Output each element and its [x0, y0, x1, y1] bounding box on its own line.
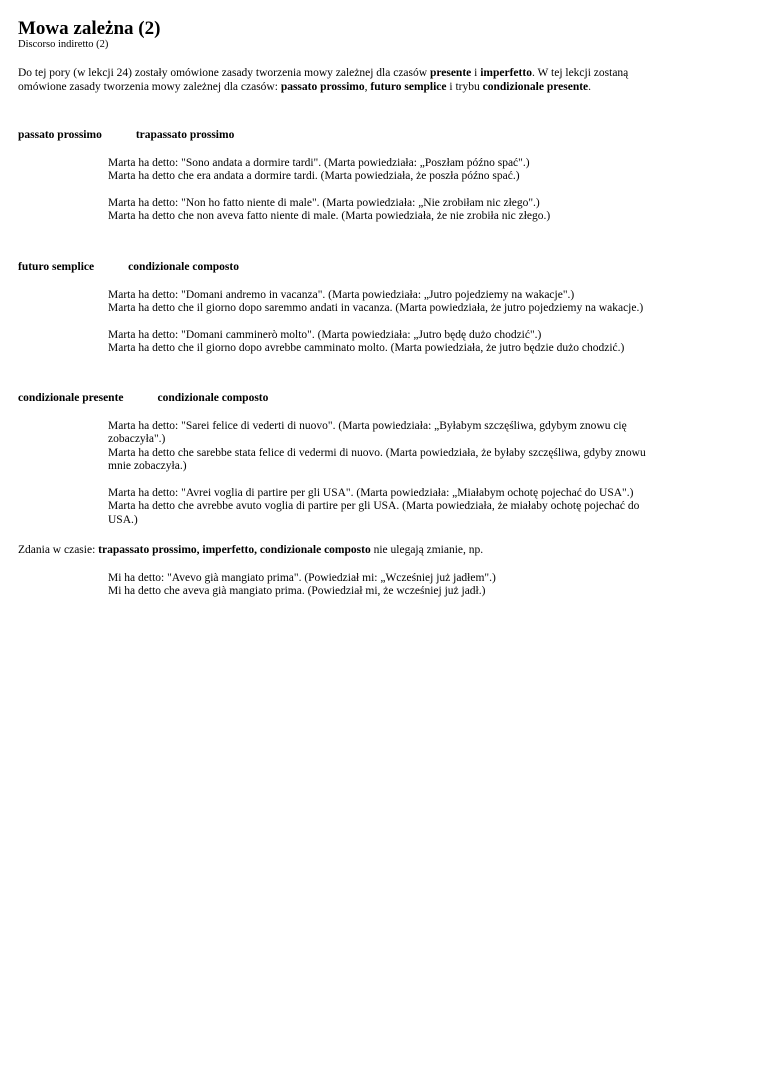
example-direct: Mi ha detto: "Avevo già mangiato prima". (Powiedział mi: „Wcześniej już jadłem".)	[108, 572, 496, 584]
example-indirect: Marta ha detto che non aveva fatto niente di male. (Marta powiedziała, że nie zrobiła nic złego.)	[108, 210, 551, 223]
example-indirect: Mi ha detto che aveva già mangiato prima. (Powiedział mi, że wcześniej już jadł.)	[108, 585, 486, 598]
intro-text-4: ,	[364, 80, 371, 93]
intro-text-6: .	[588, 80, 592, 93]
example-indirect: Marta ha detto che era andata a dormire tardi. (Marta powiedziała, że poszła późno spać.)	[108, 170, 520, 183]
intro-bold-imperfetto: imperfetto	[480, 67, 532, 79]
page-subtitle: Discorso indiretto (2)	[18, 39, 109, 50]
example-direct: Marta ha detto: "Sarei felice di vederti di nuovo". (Marta powiedziała: „Byłabym szczęśliwa, gdybym znowu cię zobaczyła".)	[108, 420, 627, 446]
intro-bold-presente: presente	[429, 67, 472, 79]
intro-bold-passato: passato prossimo	[280, 80, 365, 93]
example-block	[108, 289, 653, 316]
intro-text-3: . W tej lekcji zostaną omówione zasady tworzenia mowy zależnej dla czasów:	[18, 67, 629, 93]
example-indirect: Marta ha detto che avrebbe avuto voglia di partire per gli USA. (Marta powiedziała, że miałaby ochotę pojechać do USA.)	[108, 500, 640, 526]
intro-text-2: i	[471, 67, 481, 79]
example-block	[108, 487, 653, 527]
tense-to: condizionale composto	[157, 392, 269, 404]
example-block	[108, 420, 653, 473]
section-heading-1	[18, 128, 234, 142]
example-direct: Marta ha detto: "Non ho fatto niente di male". (Marta powiedziała: „Nie zrobiłam nic złego".)	[108, 197, 540, 209]
example-block	[108, 157, 653, 184]
example-direct: Marta ha detto: "Sono andata a dormire tardi". (Marta powiedziała: „Poszłam późno spać".)	[108, 157, 530, 169]
page-title: Mowa zależna (2)	[18, 18, 161, 39]
note-text-1: Zdania w czasie:	[18, 544, 99, 556]
example-indirect: Marta ha detto che il giorno dopo avrebbe camminato molto. (Marta powiedziała, że jutro będzie dużo chodzić.)	[108, 342, 625, 355]
intro-bold-futuro: futuro semplice	[370, 80, 447, 93]
example-block	[108, 197, 653, 224]
note-paragraph	[18, 543, 483, 557]
intro-paragraph	[18, 67, 658, 94]
tense-from: passato prossimo	[18, 129, 102, 141]
tense-from: condizionale presente	[18, 392, 124, 404]
tense-from: futuro semplice	[18, 261, 95, 273]
tense-to: condizionale composto	[128, 261, 239, 273]
example-indirect: Marta ha detto che sarebbe stata felice di vedermi di nuovo. (Marta powiedziała, że byłaby szczęśliwa, gdyby znowu mnie zobaczyła.)	[108, 446, 646, 472]
example-indirect: Marta ha detto che il giorno dopo saremmo andati in vacanza. (Marta powiedziała, że jutro pojedziemy na wakacje.)	[108, 302, 644, 315]
example-block	[108, 329, 653, 356]
note-text-2: nie ulegają zmianie, np.	[370, 544, 484, 556]
note-bold-tenses: trapassato prossimo, imperfetto, condizionale composto	[98, 544, 371, 556]
tense-to: trapassato prossimo	[135, 129, 235, 141]
example-direct: Marta ha detto: "Domani andremo in vacanza". (Marta powiedziała: „Jutro pojedziemy na wakacje".)	[108, 289, 575, 301]
example-direct: Marta ha detto: "Avrei voglia di partire per gli USA". (Marta powiedziała: „Miałabym ochotę pojechać do USA".)	[108, 487, 634, 499]
section-heading-2	[18, 260, 239, 274]
final-example-block	[108, 572, 653, 599]
intro-text-5: i trybu	[446, 80, 483, 93]
intro-text-1: Do tej pory (w lekcji 24) zostały omówione zasady tworzenia mowy zależnej dla czasów	[18, 67, 430, 79]
section-heading-3	[18, 391, 268, 405]
example-direct: Marta ha detto: "Domani camminerò molto". (Marta powiedziała: „Jutro będę dużo chodzić".)	[108, 329, 542, 341]
intro-bold-condizionale: condizionale presente	[482, 80, 589, 93]
